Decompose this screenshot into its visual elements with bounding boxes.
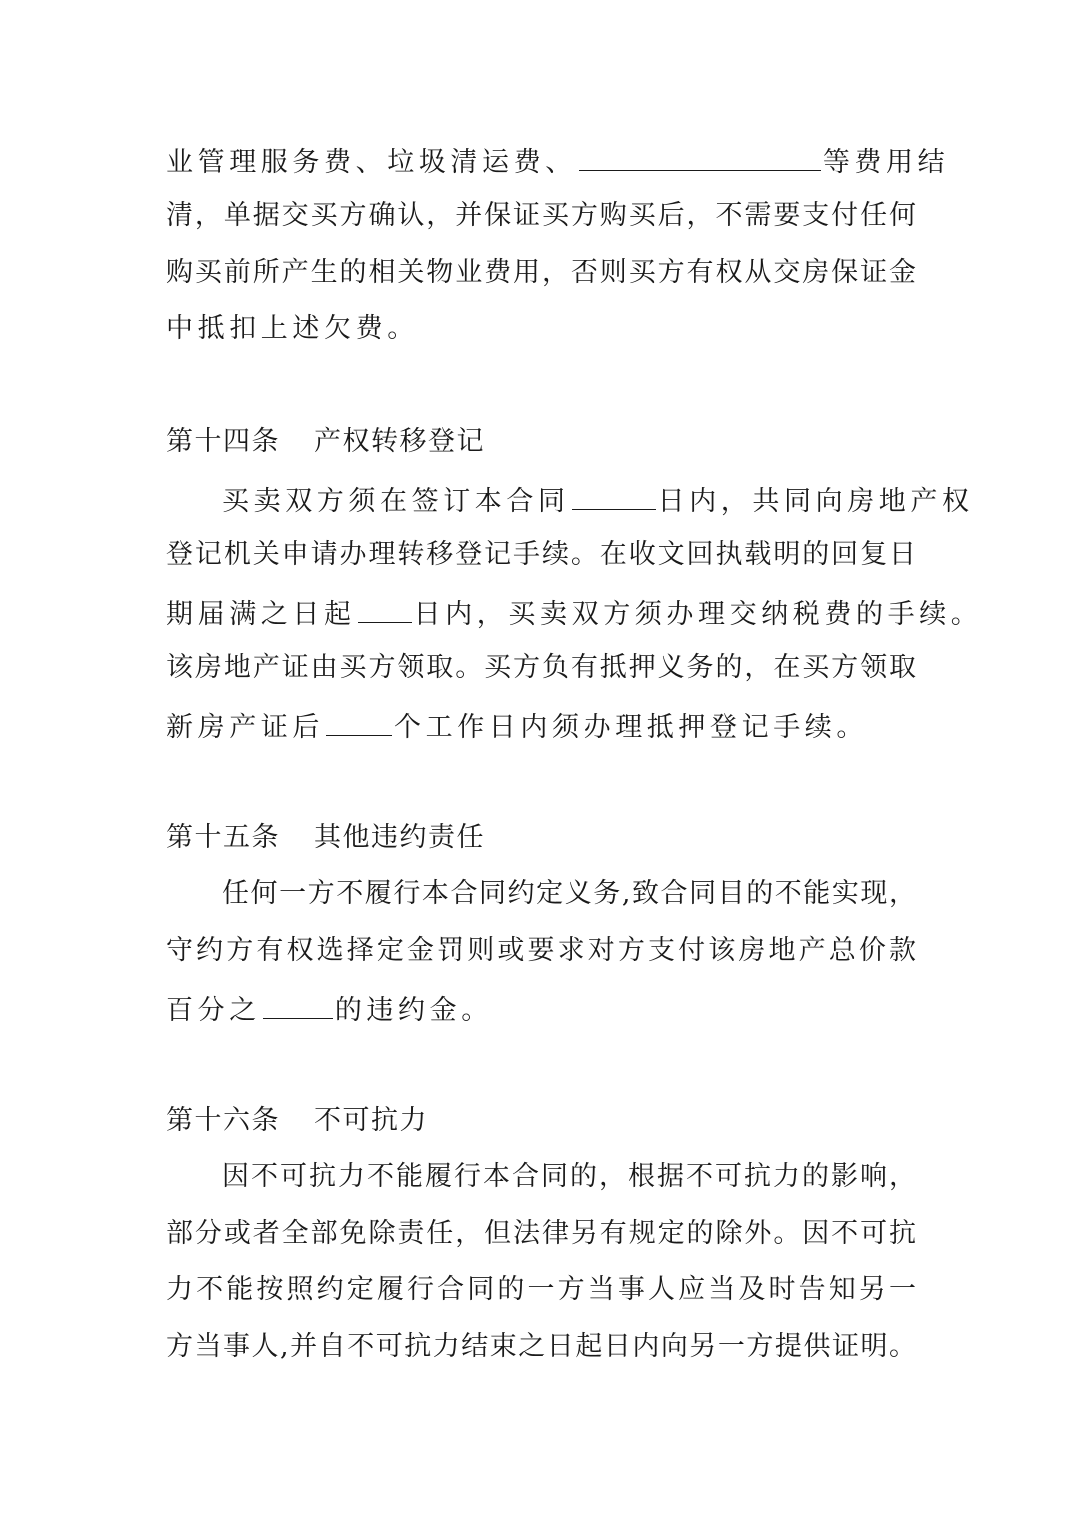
article-number: 第十四条 xyxy=(166,426,280,457)
text-segment: 买卖双方须在签订本合同 xyxy=(222,486,570,517)
article-title: 产权转移登记 xyxy=(314,426,485,457)
article-16-heading xyxy=(166,1101,916,1141)
text-segment: 的违约金。 xyxy=(334,995,493,1026)
text-segment: 期届满之日起 xyxy=(166,599,356,630)
continuation-line-2: 清，单据交买方确认，并保证买方购买后，不需要支付任何 xyxy=(166,200,916,231)
text-segment: 个工作日内须办理抵押登记手续。 xyxy=(394,712,868,743)
article-14-line-2: 登记机关申请办理转移登记手续。在收文回执载明的回复日 xyxy=(166,539,916,570)
article-15-heading xyxy=(166,818,916,858)
article-15-line-3 xyxy=(166,988,916,1031)
text-segment: 业管理服务费、垃圾清运费、 xyxy=(166,147,577,178)
fill-in-blank-fee-item[interactable] xyxy=(579,140,821,171)
article-number: 第十六条 xyxy=(166,1105,280,1136)
fill-in-blank-percentage[interactable] xyxy=(263,988,333,1019)
article-16-line-2: 部分或者全部免除责任，但法律另有规定的除外。因不可抗 xyxy=(166,1218,916,1249)
text-segment: 等费用结 xyxy=(822,147,950,178)
article-14-heading xyxy=(166,422,916,462)
text-segment: 新房产证后 xyxy=(166,712,324,743)
article-15-line-1: 任何一方不履行本合同约定义务,致合同目的不能实现， xyxy=(222,878,916,909)
fill-in-blank-workdays[interactable] xyxy=(326,705,392,736)
article-16-line-4: 方当事人,并自不可抗力结束之日起日内向另一方提供证明。 xyxy=(166,1331,916,1362)
fill-in-blank-days[interactable] xyxy=(358,592,412,623)
article-16-line-3: 力不能按照约定履行合同的一方当事人应当及时告知另一 xyxy=(166,1274,916,1305)
article-16-line-1: 因不可抗力不能履行本合同的，根据不可抗力的影响， xyxy=(222,1161,916,1192)
continuation-line-4: 中抵扣上述欠费。 xyxy=(166,313,419,344)
article-title: 不可抗力 xyxy=(314,1105,428,1136)
article-14-line-4: 该房地产证由买方领取。买方负有抵押义务的，在买方领取 xyxy=(166,652,916,683)
text-segment: 百分之 xyxy=(166,995,261,1026)
fill-in-blank-days[interactable] xyxy=(572,479,656,510)
article-14-line-3 xyxy=(166,592,983,635)
text-segment: 日内，买卖双方须办理交纳税费的手续。 xyxy=(413,599,983,630)
article-14-line-1 xyxy=(222,479,974,522)
article-14-line-5 xyxy=(166,705,916,748)
text-segment: 日内，共同向房地产权 xyxy=(657,486,974,517)
article-number: 第十五条 xyxy=(166,822,280,853)
continuation-line-1 xyxy=(166,140,950,183)
article-title: 其他违约责任 xyxy=(314,822,485,853)
article-15-line-2: 守约方有权选择定金罚则或要求对方支付该房地产总价款 xyxy=(166,935,916,966)
continuation-line-3: 购买前所产生的相关物业费用，否则买方有权从交房保证金 xyxy=(166,257,916,288)
